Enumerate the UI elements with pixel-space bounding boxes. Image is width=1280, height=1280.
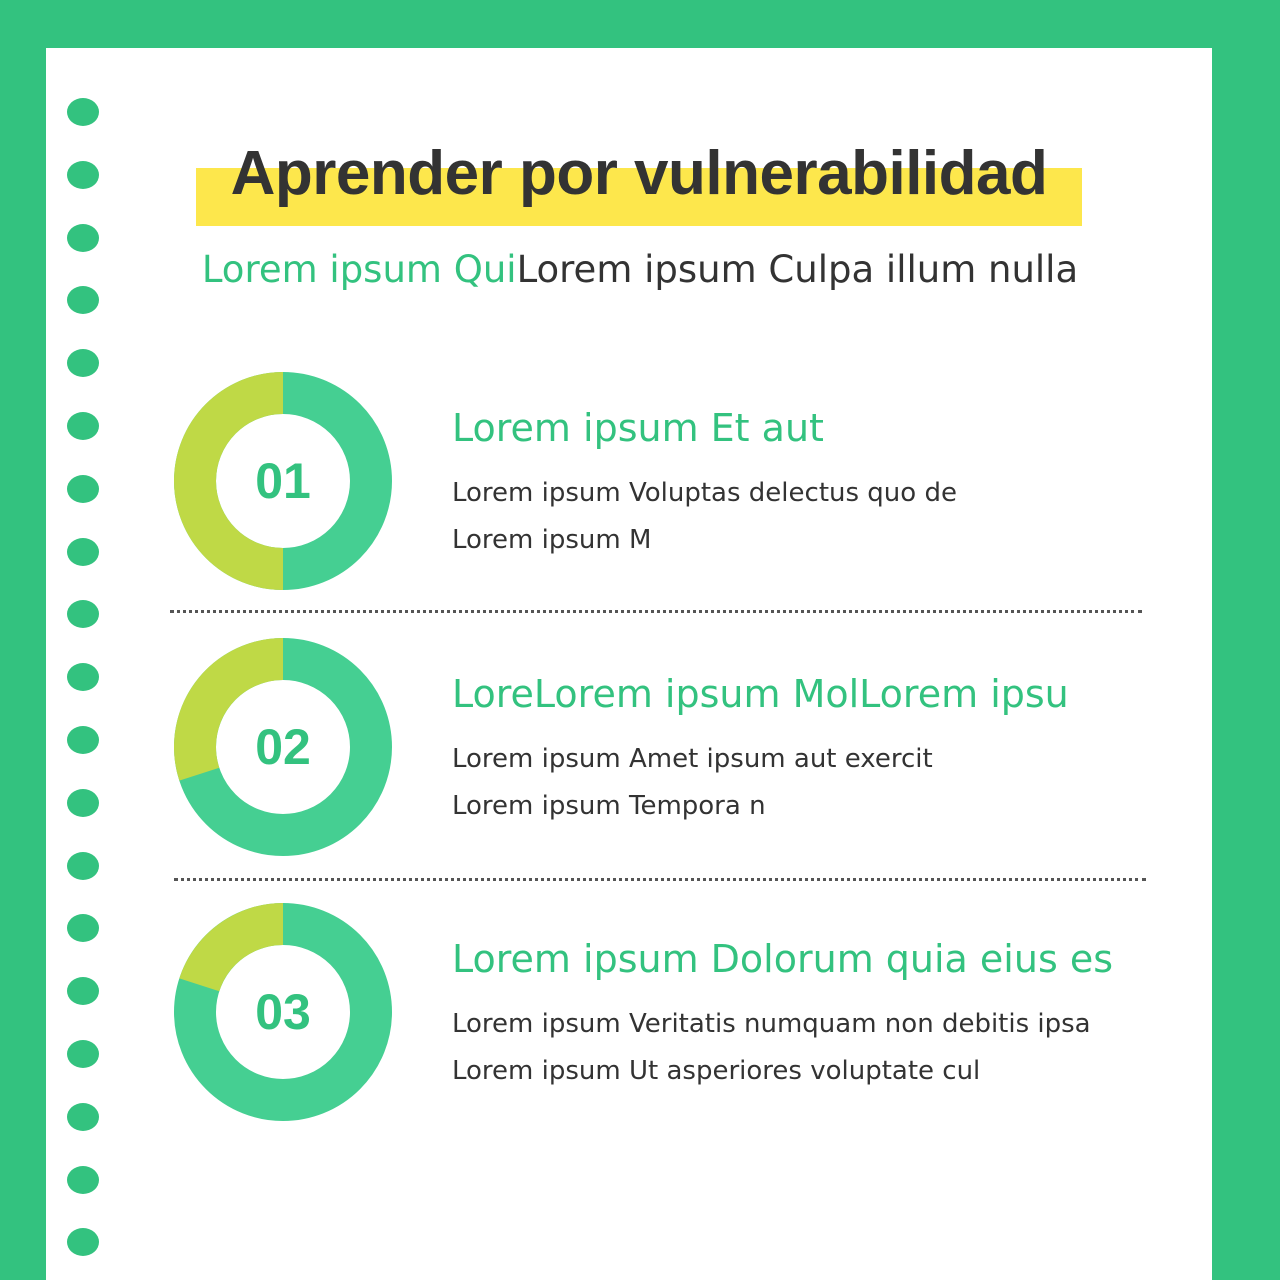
binder-hole xyxy=(67,1166,99,1194)
item-number-2: 02 xyxy=(255,719,311,775)
page-title: Aprender por vulnerabilidad xyxy=(230,139,1048,208)
subtitle-rest: Lorem ipsum Culpa illum nulla xyxy=(516,248,1079,291)
item-title-2: LoreLorem ipsum MolLorem ipsu xyxy=(452,672,1069,716)
item-description-2-line1: Lorem ipsum Amet ipsum aut exercit xyxy=(452,744,933,774)
item-description-1-line1: Lorem ipsum Voluptas delectus quo de xyxy=(452,478,957,508)
subtitle xyxy=(140,248,1140,291)
binder-hole xyxy=(67,224,99,252)
item-number-1: 01 xyxy=(255,453,311,509)
item-title-3: Lorem ipsum Dolorum quia eius es xyxy=(452,937,1113,981)
item-number-3: 03 xyxy=(255,984,311,1040)
binder-hole xyxy=(67,98,99,126)
item-description-3-line2: Lorem ipsum Ut asperiores voluptate cul xyxy=(452,1056,981,1086)
title-block xyxy=(196,128,1082,228)
item-description-2-line2: Lorem ipsum Tempora n xyxy=(452,791,766,821)
list-item-2 xyxy=(0,638,1280,868)
item-description-3-line1: Lorem ipsum Veritatis numquam non debitis ipsa xyxy=(452,1009,1091,1039)
list-item-1 xyxy=(0,372,1280,602)
list-item-3 xyxy=(0,903,1280,1133)
divider xyxy=(174,878,1146,881)
divider xyxy=(170,610,1142,613)
binder-hole xyxy=(67,161,99,189)
item-description-1-line2: Lorem ipsum M xyxy=(452,525,652,555)
item-title-1: Lorem ipsum Et aut xyxy=(452,406,824,450)
subtitle-accent: Lorem ipsum Qui xyxy=(201,248,517,291)
